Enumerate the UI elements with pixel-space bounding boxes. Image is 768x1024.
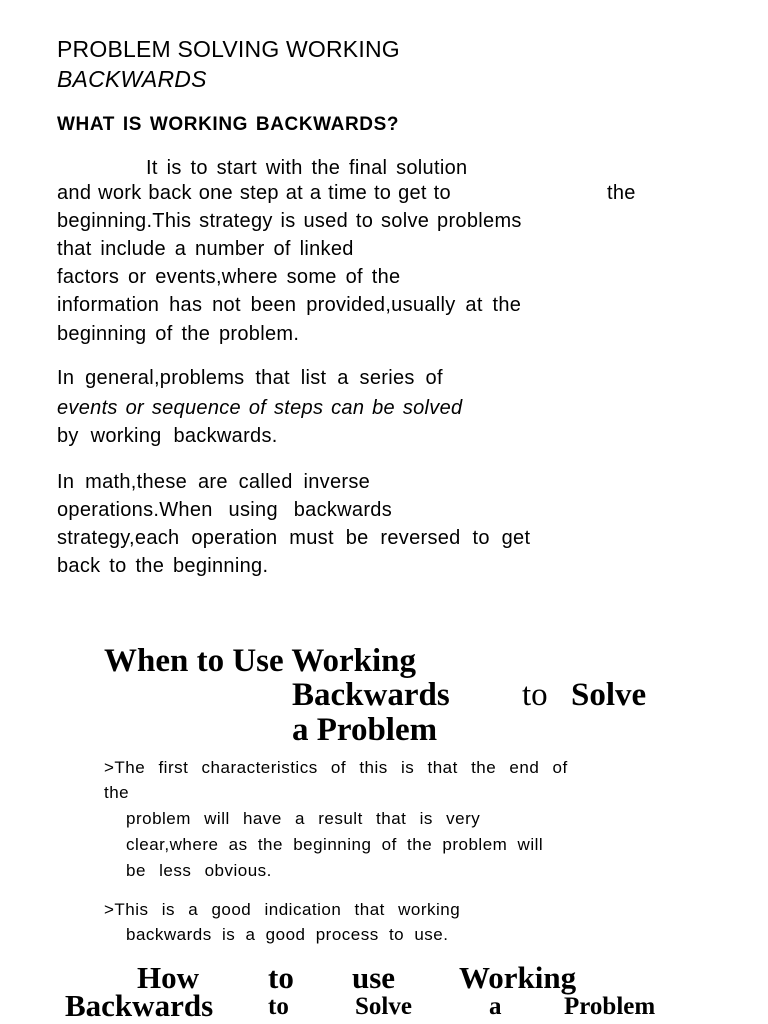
list-item-continuation: problem will have a result that is very [126,809,481,828]
heading-word: Solve [571,677,647,713]
text-line: beginning of the problem. [57,323,300,345]
heading-line: When to Use Working [104,643,417,679]
page-title-line-2: BACKWARDS [57,66,207,92]
text-line-italic: events or sequence of steps can be solved [57,397,463,419]
text-line: beginning.This strategy is used to solve problems [57,210,522,232]
heading-word: to [522,677,548,713]
text-line: back to the beginning. [57,555,269,577]
heading-word: Problem [564,993,656,1020]
text-line: In general,problems that list a series of [57,367,443,389]
text-line: information has not been provided,usually at the [57,294,522,316]
text-line: that include a number of linked [57,238,354,260]
heading-word: to [268,960,294,995]
text-line: strategy,each operation must be reversed to get [57,527,531,549]
text-line: the [607,182,636,204]
list-item-continuation: be less obvious. [126,861,272,880]
heading-word: Working [459,960,577,995]
heading-word: use [352,960,396,995]
text-line: It is to start with the final solution [146,157,468,179]
heading-word: to [268,993,289,1020]
heading-line: a Problem [292,712,438,748]
list-item-continuation: backwards is a good process to use. [126,925,449,944]
section-heading-what-is: WHAT IS WORKING BACKWARDS? [57,114,400,135]
list-item: >This is a good indication that working [104,900,461,919]
text-line: operations.When using backwards [57,499,393,521]
heading-word: a [489,993,502,1020]
list-item-continuation: the [104,783,130,802]
heading-word: How [137,960,199,995]
text-line: factors or events,where some of the [57,266,401,288]
list-item-continuation: clear,where as the beginning of the problem will [126,835,544,854]
list-item: >The first characteristics of this is that the end of [104,758,568,777]
text-line: by working backwards. [57,425,278,447]
heading-word: Solve [355,993,412,1020]
text-line: and work back one step at a time to get to [57,182,451,204]
text-line: In math,these are called inverse [57,471,371,493]
page-title-line-1: PROBLEM SOLVING WORKING [57,36,400,62]
heading-word: Backwards [65,988,214,1023]
heading-word: Backwards [292,677,450,713]
